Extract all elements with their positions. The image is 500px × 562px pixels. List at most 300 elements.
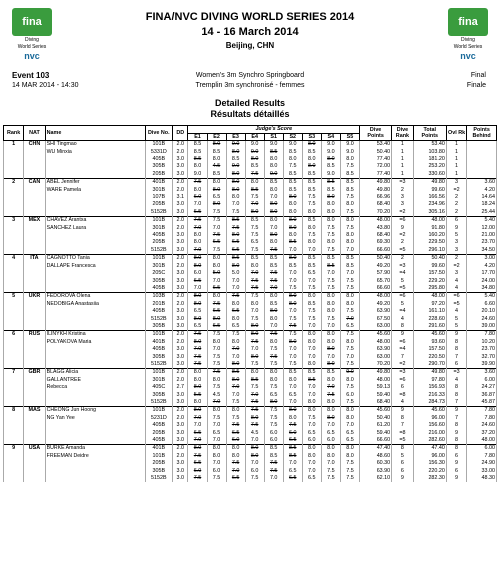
judge-score [283,308,302,315]
judge-score [245,422,264,429]
judge-score [264,285,283,293]
judge-score [321,415,340,422]
judge-score-value: 8.0 [308,399,316,405]
judge-score-value: 7.5 [212,384,221,391]
overall-rank [446,163,466,170]
nat-cell [24,430,45,437]
dive-points [360,217,392,225]
diver-name [45,285,145,293]
judge-score [283,346,302,353]
judge-score [207,163,226,170]
judge-score [283,201,302,208]
dive-rank [392,453,413,460]
judge-score [207,346,226,353]
rank-cell [4,247,24,255]
rank-cell [4,384,24,391]
overall-rank [446,171,466,179]
judge-score-value: 7.0 [212,460,221,467]
judge-score-value: 8.0 [231,338,240,345]
total-points [413,331,446,339]
rank-cell [4,239,24,246]
nat-cell-value: UKR [28,293,41,300]
dive-points-value: 59.40 [376,429,391,436]
total-points-value: 181.20 [428,156,445,162]
judge-score-value: 7.0 [193,224,202,231]
dive-number-value: 305B [152,467,166,474]
dive-number [145,354,172,361]
judge-score [321,232,340,239]
results-title-fr: Résultats détaillés [210,109,290,119]
nat-cell [24,225,45,232]
judge-score-value: 7.0 [193,437,202,444]
judge-score [264,255,283,263]
judge-score-value: 7.0 [231,384,240,391]
nat-cell [24,354,45,361]
judge-score-value: 6.5 [231,429,240,436]
judge-score-value: 8.0 [193,300,202,307]
judge-score [283,232,302,239]
judge-score [188,194,207,201]
dive-number-value: 101B [152,217,166,224]
judge-score [226,331,245,339]
dive-row [4,225,497,232]
judge-score-value: 8.5 [250,255,259,262]
dive-rank [392,331,413,339]
judge-score-value: 6.5 [288,437,297,444]
dive-rank [392,323,413,331]
judge-score [302,369,321,377]
judge-score-value: 6.0 [269,437,278,444]
dd-cell-value: 3.0 [176,429,184,436]
dive-number [145,163,172,170]
dive-rank-value: =2 [399,232,406,239]
judge-score [207,209,226,217]
judge-score [245,308,264,315]
points-behind-value: 48.00 [481,437,495,444]
judge-score-value: 6.5 [231,246,240,253]
total-points-value: 157.50 [428,346,445,353]
judge-score-value: 8.0 [193,369,202,376]
dive-number [145,407,172,415]
judge-score-value: 7.0 [193,246,202,253]
rank-cell [4,194,24,201]
overall-rank-value: 8 [455,338,459,345]
judge-score [245,437,264,445]
points-behind-value: 7.80 [484,452,495,459]
judge-score [321,171,340,179]
rank-cell [4,232,24,239]
col-judges-score: Judge's Score [188,126,360,134]
judge-score-value: 7.0 [250,391,259,398]
nat-cell [24,194,45,201]
judge-score [264,475,283,482]
nat-cell [24,308,45,315]
judge-score [226,187,245,194]
dive-row [4,293,497,301]
judge-score-value: 8.0 [288,201,297,208]
judge-score-value: 8.5 [288,262,297,269]
judge-score-value: 6.5 [231,475,240,482]
dive-points-value: 63.90 [376,308,391,315]
diver-name-value: CHEONG Jun Hoong [46,407,96,414]
judge-score [245,255,264,263]
diver-name [45,453,145,460]
rank-cell [4,217,24,225]
judge-score-value: 7.5 [327,246,335,253]
overall-rank-value: =5 [453,300,460,307]
judge-score [283,331,302,339]
dive-points [360,361,392,369]
overall-rank [446,187,466,194]
judge-score [340,263,359,270]
dive-points [360,263,392,270]
judge-score-value: 7.5 [346,277,354,284]
judge-score-value: 6.0 [212,467,221,474]
judge-score [264,149,283,156]
dive-rank-value: =5 [399,246,406,253]
judge-score [245,316,264,323]
dive-points-value: 60.30 [376,460,391,467]
judge-score [207,361,226,369]
judge-score-value: 7.5 [193,217,202,224]
judge-score [340,445,359,453]
points-behind [467,369,497,377]
total-points-value: 216.00 [428,429,445,436]
judge-score [321,225,340,232]
nat-cell [24,285,45,293]
judge-score-value: 6.5 [212,322,221,329]
judge-score [226,225,245,232]
dd-cell-value: 3.0 [176,156,184,162]
judge-score-value: 6.5 [231,308,240,315]
total-points-value: 160.20 [428,232,445,239]
diver-name [45,194,145,201]
rank-cell [4,369,24,377]
judge-score-value: 8.0 [327,360,335,367]
judge-score-value: 7.0 [269,194,278,201]
judge-score-value: 7.5 [250,384,259,391]
judge-score-value: 8.0 [346,293,354,300]
judge-score [226,263,245,270]
judge-score-value: 8.0 [308,452,316,459]
dive-points-value: 48.00 [376,376,391,383]
dive-number [145,445,172,453]
judge-score [245,156,264,163]
judge-score [226,346,245,353]
dive-rank [392,217,413,225]
overall-rank [446,217,466,225]
judge-score-value: 7.5 [327,315,335,322]
rank-cell [4,453,24,460]
dd-cell [173,453,188,460]
judge-score [302,270,321,277]
col-s2: S2 [283,133,302,141]
judge-score-value: 7.5 [327,277,335,284]
dive-rank-value: =5 [399,284,406,291]
judge-score-value: 8.0 [308,331,316,338]
judge-score [321,285,340,293]
points-behind [467,149,497,156]
judge-score-value: 7.0 [327,384,335,391]
judge-score-value: 8.5 [288,452,297,459]
judge-score-value: 7.5 [231,422,240,429]
points-behind [467,301,497,308]
overall-rank [446,263,466,270]
dive-row [4,316,497,323]
dive-points [360,247,392,255]
points-behind-value: 12.00 [481,224,495,231]
results-title-en: Detailed Results [214,98,286,108]
rank-cell [4,468,24,475]
judge-score [226,293,245,301]
judge-score [245,285,264,293]
dd-cell-value: 2.0 [176,445,184,452]
dive-number-value: 205C [152,270,166,277]
overall-rank-value: 7 [455,353,459,360]
dive-rank-value: 9 [400,475,404,482]
judge-score [264,278,283,285]
diver-name-value: BURKE Amanda [46,445,86,452]
dive-points-value: 68.40 [376,399,391,405]
judge-score [283,369,302,377]
judge-score-value: 6.5 [308,270,316,277]
judge-score [188,323,207,331]
dive-row [4,407,497,415]
dd-cell-value: 2.7 [176,384,184,391]
judge-score-value: 8.5 [308,376,316,383]
total-points-value: 97.80 [431,376,445,383]
points-behind [467,201,497,208]
judge-score [302,255,321,263]
judge-score-value: 7.5 [193,353,202,360]
nat-cell [24,201,45,208]
judge-score-value: 8.0 [231,232,240,239]
judge-score-value: 8.0 [212,179,221,186]
judge-score [283,415,302,422]
dive-points-value: 48.00 [376,217,391,224]
judge-score [188,346,207,353]
dive-points-value: 70.20 [376,208,391,215]
diver-name-value: ABEL Jennifer [46,179,80,186]
points-behind [467,415,497,422]
judge-score-value: 8.5 [308,300,316,307]
judge-score [207,453,226,460]
judge-score [302,354,321,361]
dd-cell [173,270,188,277]
rank-cell [4,460,24,467]
judge-score-value: 7.0 [288,384,297,391]
overall-rank [446,369,466,377]
dive-row [4,468,497,475]
rank-cell-value: 7 [12,369,16,376]
judge-score [226,201,245,208]
judge-score-value: 8.0 [193,384,202,391]
judge-score-value: 6.5 [212,194,221,201]
judge-score [245,293,264,301]
points-behind-value: 3.00 [484,255,495,262]
dd-cell [173,171,188,179]
judge-score-value: 5.5 [193,391,202,398]
dd-cell-value: 3.0 [176,437,184,444]
dive-rank-value: 5 [400,277,404,284]
judge-score-value: 8.0 [308,141,316,148]
dive-row [4,437,497,445]
judge-score [245,468,264,475]
dive-points [360,149,392,156]
judge-score-value: 8.0 [346,414,354,421]
dive-row [4,232,497,239]
points-behind [467,422,497,429]
dive-rank-value: 8 [400,414,404,421]
judge-score-value: 8.5 [346,170,354,177]
judge-score-value: 8.0 [193,315,202,322]
judge-score [264,156,283,163]
dive-rank-value: 2 [400,186,404,193]
rank-cell-value: 9 [12,445,16,452]
dive-row [4,239,497,246]
total-points-value: 330.60 [428,170,445,177]
judge-score [226,301,245,308]
judge-score-value: 8.0 [346,452,354,459]
judge-score-value: 6.5 [193,277,202,284]
rank-cell [4,293,24,301]
judge-score [207,422,226,429]
judge-score-value: 8.0 [212,262,221,269]
judge-score [207,149,226,156]
total-points [413,270,446,277]
total-points-value: 220.20 [428,467,445,474]
diver-name-value: CHAVEZ Arantxa [46,217,87,224]
dd-cell [173,225,188,232]
judge-score-value: 8.0 [308,338,316,345]
judge-score-value: 8.5 [288,239,297,246]
dive-points-value: 48.60 [376,452,391,459]
judge-score [264,301,283,308]
judge-score-value: 8.5 [308,369,316,376]
judge-score-value: 7.5 [212,217,221,224]
total-points [413,278,446,285]
judge-score [321,209,340,217]
judge-score [245,430,264,437]
judge-score-value: 6.0 [308,437,316,444]
judge-score [226,453,245,460]
judge-score [283,392,302,399]
dive-points [360,225,392,232]
judge-score-value: 8.5 [308,217,316,224]
dive-row [4,354,497,361]
points-behind [467,171,497,179]
judge-score-value: 8.0 [212,156,221,162]
judge-score-value: 8.5 [269,148,278,155]
judge-score-value: 7.5 [193,360,202,367]
judge-score [340,475,359,482]
overall-rank [446,392,466,399]
logo-line1: Diving [25,37,39,43]
dive-number [145,301,172,308]
total-points-value: 96.00 [431,414,445,421]
dive-points [360,201,392,208]
diver-name-value: FEDOROVA Olena [46,293,91,300]
points-behind [467,156,497,163]
judge-score-value: 7.5 [346,194,354,201]
judge-score-value: 8.5 [269,452,278,459]
judge-score-value: 6.5 [288,475,297,482]
dd-cell-value: 3.0 [176,270,184,277]
rank-cell [4,187,24,194]
judge-score [321,460,340,467]
judge-score [226,194,245,201]
rank-cell-value: 1 [12,141,16,148]
judge-score-value: 7.5 [308,232,316,239]
judge-score-value: 8.0 [346,300,354,307]
judge-score-value: 7.5 [308,308,316,315]
dive-row [4,171,497,179]
overall-rank [446,377,466,384]
judge-score-value: 7.5 [250,315,259,322]
judge-score [188,156,207,163]
dive-number [145,430,172,437]
judge-score-value: 7.5 [231,293,240,300]
judge-score-value: 8.0 [269,186,278,193]
judge-score-value: 8.0 [231,300,240,307]
points-behind-value: 17.70 [481,270,495,277]
dive-number-value: 301B [152,224,166,231]
diver-name [45,422,145,429]
total-points-value: 50.40 [431,255,445,262]
dive-points [360,384,392,391]
judge-score-value: 7.5 [231,208,240,215]
judge-score [340,377,359,384]
dive-points [360,171,392,179]
judge-score-value: 7.0 [327,422,335,429]
overall-rank-value: 1 [455,163,459,170]
dive-number-value: 205B [152,460,166,467]
dive-points-value: 48.00 [376,293,391,300]
judge-score-value: 7.0 [346,422,354,429]
overall-rank [446,339,466,346]
nat-cell [24,239,45,246]
logo-line2: World Series [453,44,483,50]
judge-score [207,339,226,346]
dive-number [145,209,172,217]
judge-score [188,217,207,225]
dive-rank [392,247,413,255]
judge-score [283,141,302,149]
dive-points [360,255,392,263]
dd-cell-value: 2.0 [176,293,184,300]
judge-score-value: 8.0 [231,407,240,414]
judge-score [245,392,264,399]
judge-score [321,445,340,453]
nat-cell [24,339,45,346]
judge-score [264,407,283,415]
dive-number [145,369,172,377]
dd-cell [173,354,188,361]
judge-score-value: 8.0 [288,208,297,215]
nat-cell [24,468,45,475]
dd-cell [173,323,188,331]
judge-score [188,308,207,315]
judge-score-value: 4.5 [212,391,221,398]
judge-score-value: 8.0 [231,148,240,155]
rank-cell [4,141,24,149]
dd-cell [173,437,188,445]
judge-score [264,239,283,246]
dive-number [145,475,172,482]
overall-rank-value: 8 [455,391,459,398]
judge-score [340,270,359,277]
overall-rank-value: 9 [455,331,459,338]
